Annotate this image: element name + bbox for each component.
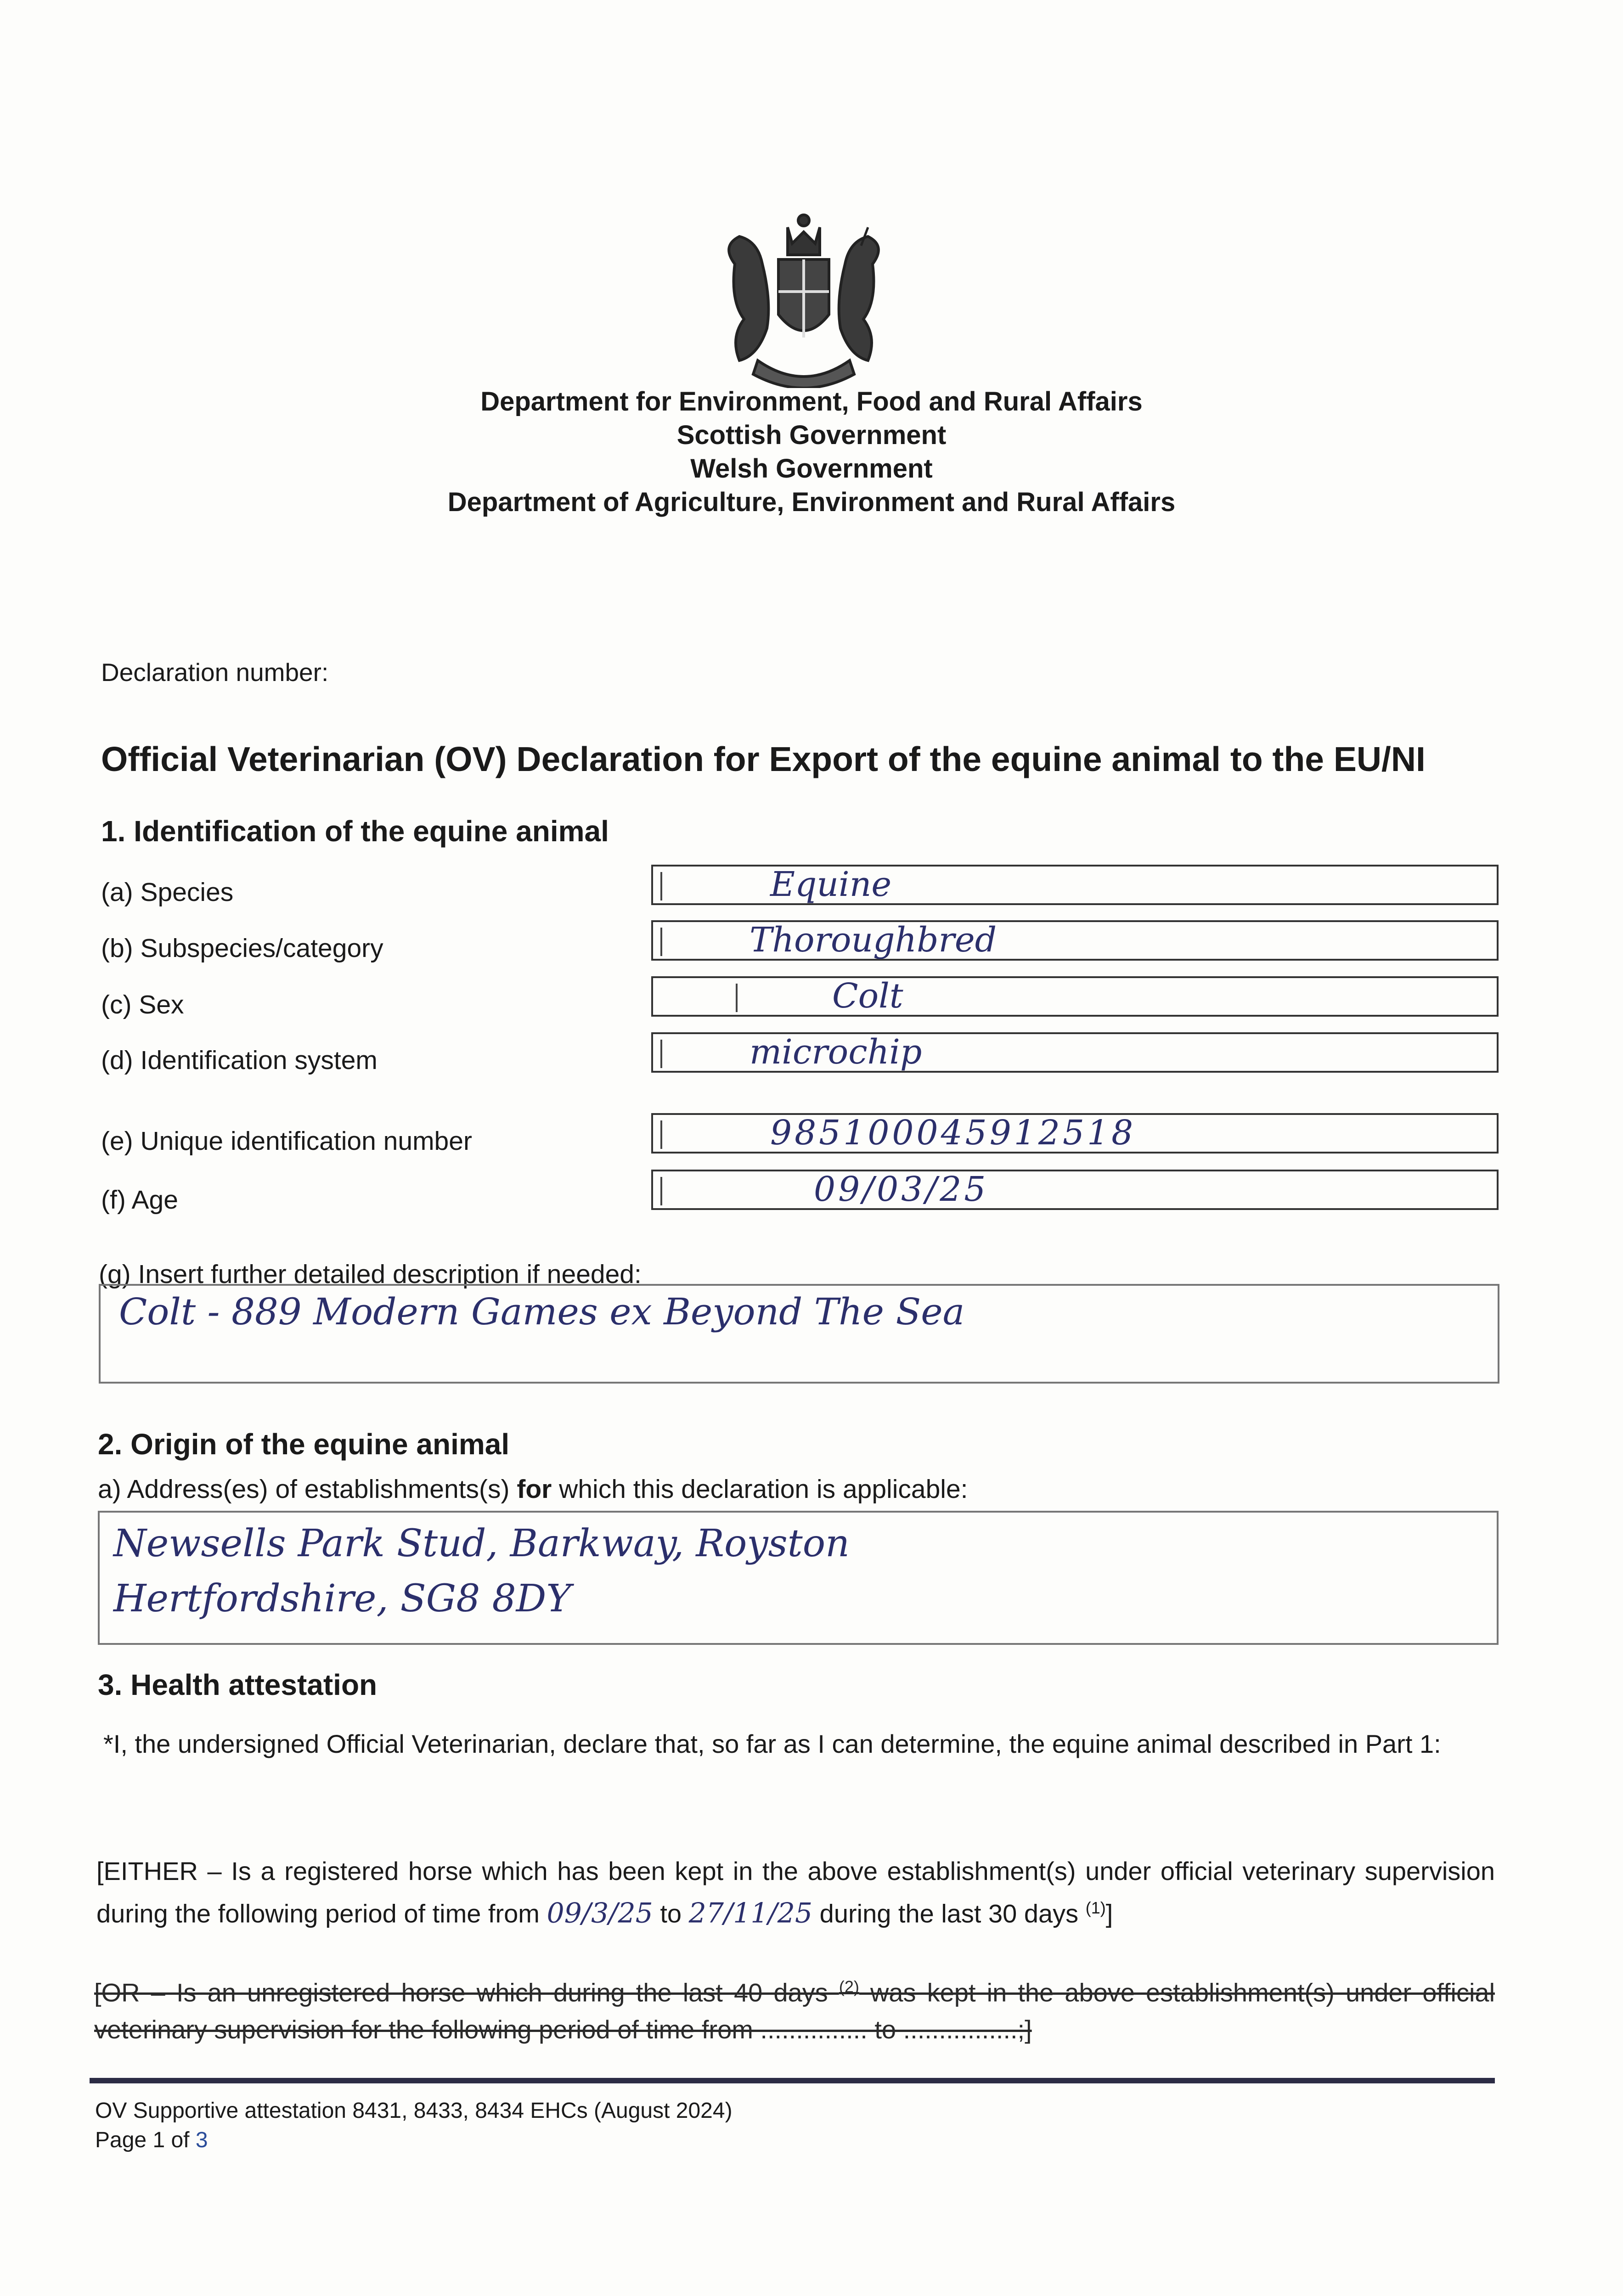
identification-system-field[interactable] [651, 1032, 1499, 1073]
further-description-value: Colt - 889 Modern Games ex Beyond The Sea [119, 1290, 965, 1333]
species-label: (a) Species [101, 878, 234, 907]
or-clause-struck: [OR – Is an unregistered horse which during the last 40 days $^{(2)}$ was kept in the above establishment(s) under official veterinary supervision for the following period of time from ............... to ................;] [94, 1977, 1495, 2044]
sex-field[interactable] [651, 976, 1499, 1017]
attestation-intro: *I, the undersigned Official Veterinarian, declare that, so far as I can determine, the equine animal described in Part 1: [103, 1729, 1441, 1758]
further-description-label: (g) Insert further detailed description if needed: [99, 1260, 642, 1289]
age-label: (f) Age [101, 1185, 178, 1215]
either-from-date: 09/3/25 [547, 1897, 653, 1930]
age-field[interactable] [651, 1170, 1499, 1210]
footer-attestation-ref: OV Supportive attestation 8431, 8433, 8434 EHCs (August 2024) [95, 2099, 733, 2123]
further-description-field[interactable] [99, 1284, 1499, 1384]
declaration-number-label: Declaration number: [101, 658, 329, 687]
department-name: Scottish Government [676, 420, 947, 450]
department-name: Welsh Government [690, 454, 933, 484]
department-header [0, 385, 1623, 519]
footer-divider [90, 2078, 1495, 2083]
either-to-date: 27/11/25 [688, 1897, 813, 1930]
subspecies-value: Thoroughbred [750, 920, 997, 960]
department-name: Department for Environment, Food and Rural Affairs [480, 387, 1143, 416]
royal-coat-of-arms-icon [703, 209, 905, 388]
species-value: Equine [770, 865, 892, 904]
address-label: a) Address(es) of establishments(s) for which this declaration is applicable: [98, 1474, 968, 1504]
section-3-heading: 3. Health attestation [98, 1668, 378, 1701]
subspecies-field[interactable] [651, 920, 1499, 961]
page-number: Page 1 of 3 [95, 2128, 208, 2152]
age-value: 09/03/25 [814, 1170, 989, 1209]
department-name: Department of Agriculture, Environment and Rural Affairs [447, 487, 1176, 517]
unique-id-label: (e) Unique identification number [101, 1126, 472, 1156]
species-field[interactable] [651, 865, 1499, 905]
either-clause: [EITHER – Is a registered horse which has been kept in the above establishment(s) under official veterinary supervision during the following period of time from 09/3/25 to 27/11/25 during the last 30 days $^{(1)}$] [96, 1857, 1495, 1930]
subspecies-label: (b) Subspecies/category [101, 934, 383, 963]
unique-id-field[interactable] [651, 1113, 1499, 1154]
footer [95, 2096, 733, 2155]
address-line-2: Hertfordshire, SG8 8DY [113, 1577, 571, 1621]
sex-value: Colt [832, 976, 903, 1016]
identification-system-label: (d) Identification system [101, 1046, 378, 1075]
sex-label: (c) Sex [101, 990, 184, 1019]
identification-system-value: microchip [750, 1032, 922, 1072]
unique-id-value: 985100045912518 [770, 1113, 1136, 1153]
document-title: Official Veterinarian (OV) Declaration for Export of the equine animal to the EU/NI [101, 740, 1426, 778]
section-2-heading: 2. Origin of the equine animal [98, 1428, 510, 1461]
address-field[interactable] [98, 1511, 1499, 1645]
section-1-heading: 1. Identification of the equine animal [101, 815, 609, 848]
address-line-1: Newsells Park Stud, Barkway, Royston [113, 1522, 850, 1565]
